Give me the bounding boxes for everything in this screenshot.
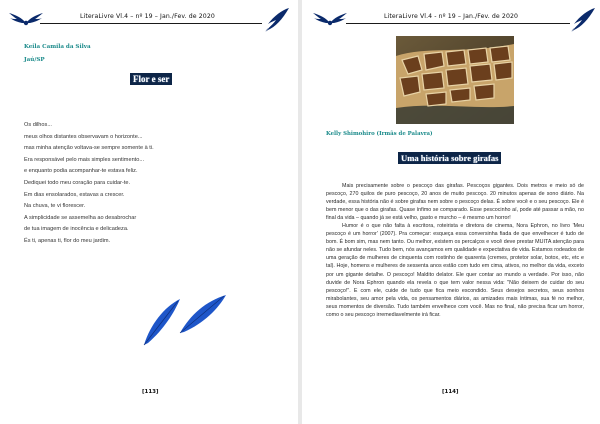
- poem-body: [24, 120, 284, 248]
- page-header: [302, 7, 600, 31]
- author-name: Kelly Shimohiro (Irmãs de Palavra): [326, 131, 433, 137]
- poem-line: Era responsável pelo mais simples sentimento...: [24, 156, 145, 163]
- poem-line: mas minha atenção voltava-se sempre somente à ti.: [24, 145, 154, 152]
- winged-emblem-icon: [312, 9, 348, 29]
- article-body: [326, 182, 584, 319]
- page-number: [113]: [142, 389, 159, 395]
- header-title: LiteraLivre Vl.4 - nº 19 – Jan./Fev. de 2020: [384, 13, 519, 20]
- poem-line: A simplicidade se assemelha ao desabrochar: [24, 214, 137, 221]
- page-number: [114]: [442, 389, 459, 395]
- right-page: [302, 0, 600, 424]
- quill-pen-icon: [568, 7, 598, 33]
- poem-line: Os dilhos...: [24, 122, 52, 128]
- giraffe-photo: [396, 36, 514, 124]
- poem-line: Dediquei todo meu coração para cuidar-te.: [24, 179, 131, 186]
- poem-line: És ti, apenas ti, flor do meu jardim.: [24, 237, 111, 244]
- poem-line: meus olhos distantes observavam o horizonte...: [24, 133, 143, 140]
- header-title: LiteraLivre Vl.4 – nº 19 – Jan./Fev. de 2020: [80, 13, 215, 20]
- author-location: Jaú/SP: [24, 57, 45, 63]
- quill-pen-icon: [262, 7, 292, 33]
- article-paragraph: Humor é o que não falta à escritora, roteirista e diretora de cinema, Nora Ephron, no livro 'Meu pescoço é um horror' (2007). Pra começar: esqueça essa conversinha fiada de que envelhecer é tudo de bom. É bom sim, mas nem tanto. Ou melhor, existem os percalços e você deve prestar MUITA atenção para não se afundar neles. Tudo bem, nós avançamos em qualidade e expectativa de vida. Estamos rodeados de uma geração de mulheres de cinquenta com rostinho de quarenta (cremes, protetor solar, botox, etc, etc e tal). Hoje, homens e mulheres de sessenta anos estão com tudo em cima, ativos, no melhor da vida, exceto por um gigante detalhe. O pescoço! Maldito delator. Ele quer contar ao mundo a verdade. Por isso, não duvide de Nora Ephron quando ela revela o que tem valor nessa vida: "Não deixem de cuidar do seu pescoço!". E com ele, cuide de tudo que fica meio escondido. Seus desejos secretos, seus sonhos mirabolantes, seu amor pela vida, os pensamentos diários, as amizades mais íntimas, sua fé no melhor, seus momentos de diversão. Tudo também envelhece com você. Mas no final, não precisa ficar um horror, como o seu pescoço irremediavelmente irá ficar.: [326, 223, 584, 318]
- poem-line: de tua imagem de inocência e delicadeza.: [24, 226, 129, 233]
- left-page: [0, 0, 298, 424]
- winged-emblem-icon: [8, 9, 44, 29]
- author-name: Keila Camila da Silva: [24, 44, 91, 50]
- feather-decoration-icon: [140, 285, 230, 355]
- header-rule: [40, 23, 262, 24]
- header-rule: [346, 23, 570, 24]
- poem-line: Na chuva, te vi florescer.: [24, 203, 86, 210]
- article-paragraph: Mais precisamente sobre o pescoço das girafas. Pescoços gigantes. Dois metros e meio só de pescoço, 270 quilos de puro pescoço, 20 anos de muito pescoço. 20 minutos apenas de sono diário. Na verdade, essa história não é sobre girafas nem sobre o pescoço delas. É sobre você e o seu pescoço. Ele é bem menor que o das girafas. Quase ínfimo se comparado. Esse pescocinho aí, pode até passar a mão, no final da vida – quando já se está velho, gasto e murcho – é mesmo um horror!: [326, 183, 584, 222]
- article-title: Uma história sobre girafas: [398, 152, 501, 164]
- poem-line: e enquanto podia acompanhar-te estava feliz.: [24, 168, 138, 175]
- poem-title: Flor e ser: [130, 73, 172, 85]
- page-header: [0, 7, 298, 31]
- poem-line: Em dias ensolarados, estavas a crescer.: [24, 191, 125, 198]
